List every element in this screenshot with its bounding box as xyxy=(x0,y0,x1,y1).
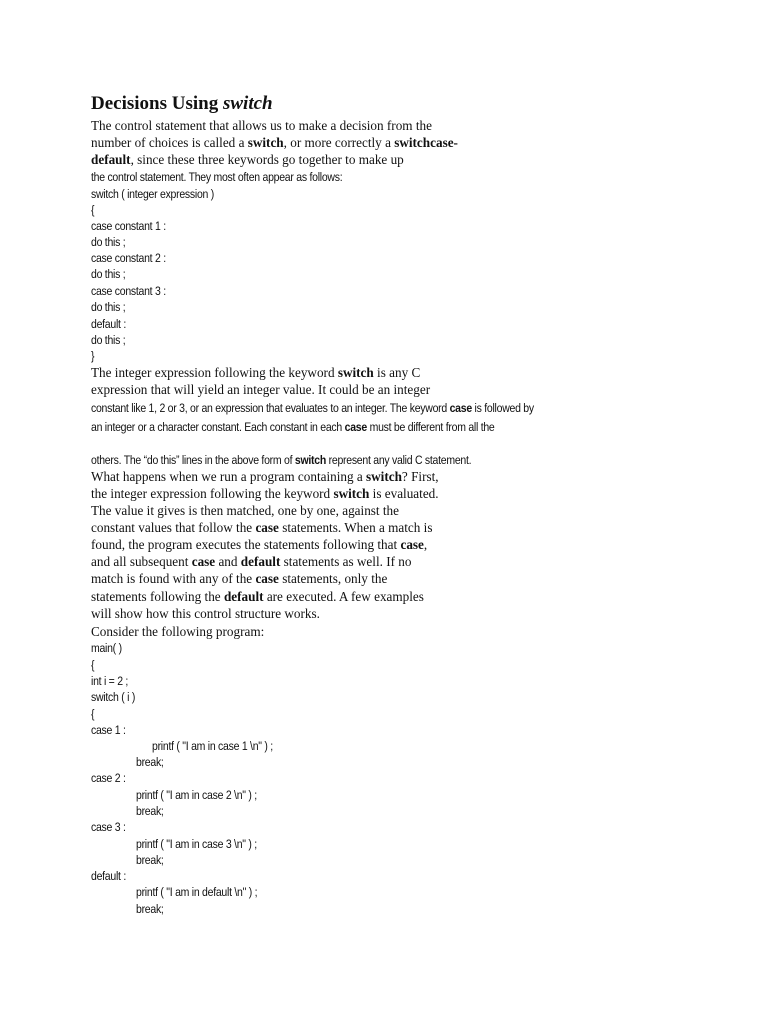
syntax-line: switch ( integer expression ) xyxy=(91,187,215,201)
code-line: switch ( i ) xyxy=(91,690,136,704)
code-line: { xyxy=(91,707,95,721)
keyword-switch: switch xyxy=(294,453,326,467)
syntax-line: case constant 2 : xyxy=(91,251,166,265)
body-line-2: expression that will yield an integer value. It could be an integer xyxy=(91,382,431,397)
code-line: int i = 2 ; xyxy=(91,674,129,688)
code-line: printf ( "I am in case 1 \n" ) ; xyxy=(152,739,273,753)
text-run: statements as well. If no xyxy=(280,554,412,569)
text-run: What happens when we run a program containing a xyxy=(91,469,367,484)
section-heading xyxy=(91,93,273,115)
text-run: must be different from all the xyxy=(366,420,495,434)
code-line: printf ( "I am in case 3 \n" ) ; xyxy=(136,837,257,851)
keyword-switch: switch xyxy=(247,135,284,150)
text-run: match is found with any of the xyxy=(91,571,256,586)
keyword-case: case xyxy=(344,420,367,434)
keyword-case: case xyxy=(191,554,216,569)
syntax-line: case constant 1 : xyxy=(91,219,166,233)
body-line-9 xyxy=(91,520,432,536)
text-run: others. The “do this” lines in the above form of xyxy=(91,453,295,467)
code-line: { xyxy=(91,658,95,672)
text-run: is evaluated. xyxy=(369,486,439,501)
keyword-case: case xyxy=(255,571,279,586)
body-line-15: Consider the following program: xyxy=(91,624,265,639)
body-line-12 xyxy=(91,571,387,587)
keyword-switch: switch xyxy=(366,469,402,484)
text-run: an integer or a character constant. Each constant in each xyxy=(91,420,345,434)
text-run: and all subsequent xyxy=(91,554,192,569)
syntax-line: case constant 3 : xyxy=(91,284,166,298)
syntax-line: do this ; xyxy=(91,333,126,347)
text-run: found, the program executes the statements following that xyxy=(91,537,401,552)
keyword-switch: switch xyxy=(333,486,370,501)
text-run: , xyxy=(423,537,428,552)
keyword-case: case xyxy=(400,537,424,552)
text-run: is any C xyxy=(373,365,421,380)
keyword-case: case xyxy=(449,401,472,415)
text-run: are executed. A few examples xyxy=(263,589,424,604)
text-run: statements. When a match is xyxy=(278,520,433,535)
text-run: statements, only the xyxy=(278,571,388,586)
syntax-line: do this ; xyxy=(91,267,126,281)
text-run: number of choices is called a xyxy=(91,135,248,150)
body-line-11 xyxy=(91,554,411,570)
body-line-14: will show how this control structure works. xyxy=(91,606,320,621)
text-run: statements following the xyxy=(91,589,224,604)
code-line: break; xyxy=(136,804,164,818)
syntax-line: do this ; xyxy=(91,235,126,249)
keyword-default: default xyxy=(223,589,264,604)
keyword-default: default xyxy=(240,554,281,569)
intro-line-3 xyxy=(91,152,404,168)
keyword-default: default xyxy=(91,152,131,167)
body-line-7 xyxy=(91,486,439,502)
intro-line-1: The control statement that allows us to make a decision from the xyxy=(91,118,432,133)
body-line-4 xyxy=(91,419,494,435)
text-run: the integer expression following the keyword xyxy=(91,486,334,501)
keyword-case: case xyxy=(255,520,279,535)
syntax-line: { xyxy=(91,203,95,217)
syntax-line: do this ; xyxy=(91,300,126,314)
body-line-8: The value it gives is then matched, one by one, against the xyxy=(91,503,399,518)
syntax-line: default : xyxy=(91,317,126,331)
body-line-5 xyxy=(91,452,471,468)
body-line-3 xyxy=(91,400,534,416)
heading-text: Decisions Using xyxy=(91,93,223,114)
text-run: constant like 1, 2 or 3, or an expression that evaluates to an integer. The keyword xyxy=(91,401,450,415)
body-line-6 xyxy=(91,469,439,485)
code-line: case 2 : xyxy=(91,771,126,785)
heading-keyword: switch xyxy=(222,93,273,114)
code-line: break; xyxy=(136,902,164,916)
text-run: is followed by xyxy=(471,401,534,415)
code-line: default : xyxy=(91,869,126,883)
text-run: , or more correctly a xyxy=(283,135,395,150)
code-line: break; xyxy=(136,755,164,769)
body-line-13 xyxy=(91,589,424,605)
text-run: constant values that follow the xyxy=(91,520,256,535)
text-run: represent any valid C statement. xyxy=(325,453,472,467)
code-line: case 1 : xyxy=(91,723,126,737)
body-line-1 xyxy=(91,365,420,381)
code-line: printf ( "I am in default \n" ) ; xyxy=(136,885,258,899)
text-run: ? First, xyxy=(401,469,439,484)
intro-line-4: the control statement. They most often appear as follows: xyxy=(91,170,343,184)
keyword-switchcase: switchcase- xyxy=(394,135,458,150)
code-line: break; xyxy=(136,853,164,867)
text-run: The integer expression following the keyword xyxy=(91,365,338,380)
keyword-switch: switch xyxy=(337,365,374,380)
text-run: and xyxy=(215,554,241,569)
code-line: main( ) xyxy=(91,641,122,655)
syntax-line: } xyxy=(91,349,95,363)
code-line: printf ( "I am in case 2 \n" ) ; xyxy=(136,788,257,802)
code-line: case 3 : xyxy=(91,820,126,834)
text-run: , since these three keywords go together to make up xyxy=(130,152,404,167)
body-line-10 xyxy=(91,537,427,553)
intro-line-2 xyxy=(91,135,458,151)
